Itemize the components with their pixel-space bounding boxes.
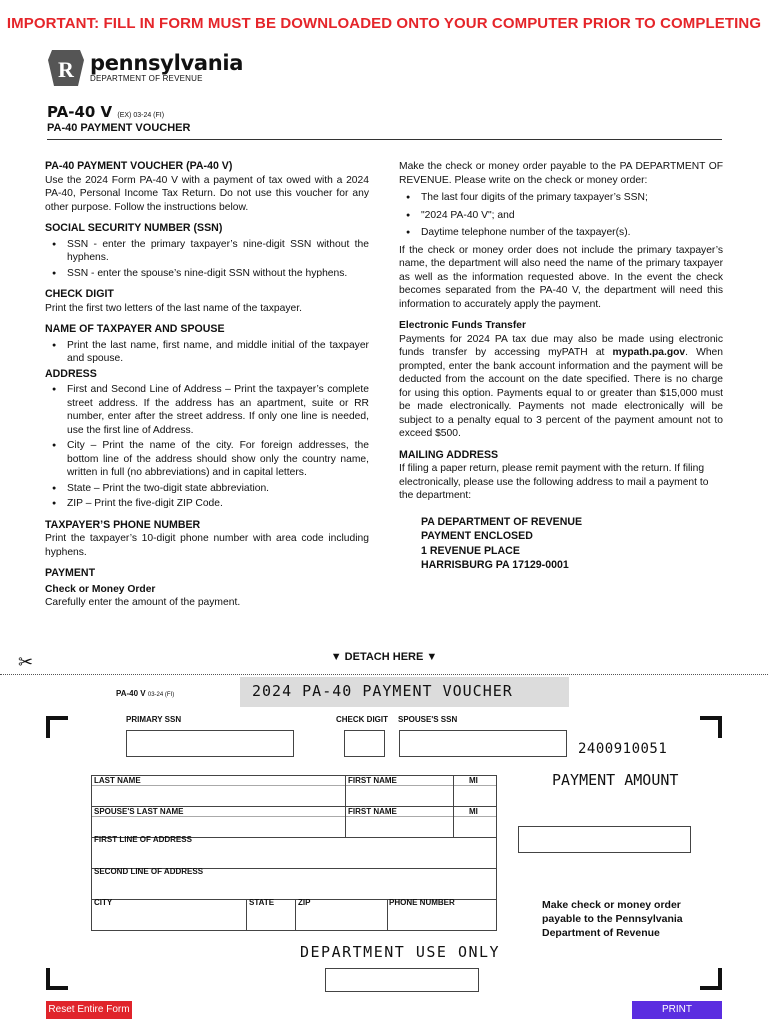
check-digit-heading: CHECK DIGIT [45,288,114,300]
check-digit-text: Print the first two letters of the last name of the taxpayer. [45,302,302,314]
zip-input[interactable] [296,910,387,930]
check-money-heading: Check or Money Order [45,583,156,595]
list-item: ● City – Print the name of the city. For foreign addresses, the bottom line of the address should show only the country name, written in full (no abbreviations) and in capital letters. [45,439,369,480]
instructions-left-column [45,160,369,610]
address-1-input[interactable] [92,847,496,867]
spouse-last-name-label: SPOUSE'S LAST NAME [94,807,184,816]
voucher-heading: PA-40 PAYMENT VOUCHER (PA-40 V) [45,160,233,172]
department-use-box [325,968,479,992]
eft-text: Payments for 2024 PA tax due may also be made using electronic funds transfer by accessing myPATH at mypath.pa.gov. When prompted, enter the bank account information and the payment will be deducted from the account on the date specified. There is no charge for using this option. Payments equal to or greater than $15,000 must be made electronically. Payments not made electronically will be subject to a penalty equal to 3 percent of the payment amount not to exceed $500. [399,333,723,439]
print-button[interactable]: PRINT [632,1001,722,1019]
scan-code: 2400910051 [578,741,668,757]
list-item: ● The last four digits of the primary taxpayer’s SSN; [399,191,723,205]
brand-department: DEPARTMENT OF REVENUE [90,74,203,83]
name-list [45,339,369,366]
last-name-label: LAST NAME [94,776,141,785]
zip-label: ZIP [298,898,311,907]
detach-here: ▼ DETACH HERE ▼ [330,651,438,663]
ssn-heading: SOCIAL SECURITY NUMBER (SSN) [45,222,223,234]
scissors-icon: ✂ [18,652,34,672]
payment-amount-input[interactable] [518,826,691,853]
list-item: ● First and Second Line of Address – Print the taxpayer’s complete street address. If the address has an apartment, suite or RR number, enter after the street address. If only one line is needed, use the first line of Address. [45,383,369,437]
list-item: ● SSN - enter the primary taxpayer’s nine-digit SSN without the hyphens. [45,238,369,265]
payable-note: Make check or money order payable to the Pennsylvania Department of Revenue [542,899,683,939]
department-use-label: DEPARTMENT USE ONLY [300,943,501,961]
spouse-last-name-input[interactable] [92,817,345,837]
address-list [45,383,369,511]
phone-label: PHONE NUMBER [389,898,455,907]
registration-mark-icon [700,716,722,738]
download-warning: IMPORTANT: FILL IN FORM MUST BE DOWNLOADED ONTO YOUR COMPUTER PRIOR TO COMPLETING [6,15,762,32]
mailing-address: PA DEPARTMENT OF REVENUE PAYMENT ENCLOSED 1 REVENUE PLACE HARRISBURG PA 17129-0001 [421,515,583,571]
address-2-label: SECOND LINE OF ADDRESS [94,867,204,876]
list-item: ● State – Print the two-digit state abbreviation. [45,482,369,496]
taxpayer-grid [91,775,497,931]
registration-mark-icon [700,968,722,990]
last-name-input[interactable] [92,786,345,806]
check-money-text: Carefully enter the amount of the payment. [45,597,241,608]
spouse-first-name-label: FIRST NAME [348,807,397,816]
mi-label: MI [469,776,478,785]
list-item: ● "2024 PA-40 V"; and [399,209,723,223]
first-name-input[interactable] [346,786,453,806]
form-title: PA-40 PAYMENT VOUCHER [47,122,191,134]
mailing-heading: MAILING ADDRESS [399,448,499,461]
brand-name: pennsylvania [90,51,244,75]
state-label: STATE [249,898,275,907]
voucher-title: 2024 PA-40 PAYMENT VOUCHER [240,677,569,707]
voucher-form-id: PA-40 V 03-24 (FI) [116,689,175,698]
name-heading: NAME OF TAXPAYER AND SPOUSE [45,323,225,335]
check-digit-input[interactable] [344,730,385,757]
reset-form-button[interactable]: Reset Entire Form [46,1001,132,1019]
list-item: ● ZIP – Print the five-digit ZIP Code. [45,497,369,511]
detach-line [0,674,768,675]
first-name-label: FIRST NAME [348,776,397,785]
svg-text:R: R [58,57,74,82]
spouse-mi-label: MI [469,807,478,816]
registration-mark-icon [46,968,68,990]
check-digit-label: CHECK DIGIT [336,715,388,724]
primary-ssn-label: PRIMARY SSN [126,715,182,724]
state-input[interactable] [247,910,295,930]
city-label: CITY [94,898,113,907]
spouse-ssn-input[interactable] [399,730,567,757]
registration-mark-icon [46,716,68,738]
list-item: ● Print the last name, first name, and middle initial of the taxpayer and spouse. [45,339,369,366]
list-item: ● Daytime telephone number of the taxpayer(s). [399,226,723,240]
spouse-first-name-input[interactable] [346,817,453,837]
header-divider [47,139,722,140]
address-heading: ADDRESS [45,367,97,380]
instructions-right-column [399,160,723,573]
eft-heading: Electronic Funds Transfer [399,320,527,331]
city-input[interactable] [92,910,246,930]
ssn-list [45,238,369,281]
spouse-ssn-label: SPOUSE'S SSN [398,715,458,724]
primary-ssn-input[interactable] [126,730,294,757]
keystone-logo-icon [48,50,84,86]
payable-intro: Make the check or money order payable to the PA DEPARTMENT OF REVENUE. Please write on the check or money order: [399,161,723,186]
payment-amount-label: PAYMENT AMOUNT [552,771,679,789]
list-item: ● SSN - enter the spouse’s nine-digit SSN without the hyphens. [45,267,369,281]
phone-text: Print the taxpayer’s 10-digit phone number with area code including hyphens. [45,533,369,558]
address-2-input[interactable] [92,879,496,899]
spouse-mi-input[interactable] [454,817,496,837]
phone-heading: TAXPAYER’S PHONE NUMBER [45,518,201,531]
mailing-text: If filing a paper return, please remit payment with the return. If filing electronically, please use the following address to mail a payment to the department: [399,463,709,501]
mi-input[interactable] [454,786,496,806]
name-note: If the check or money order does not include the primary taxpayer’s name, the department will also need the name of the primary taxpayer as well as the information requested above. In the event the check becomes separated from the PA-40 V, the department will need this information to accurately apply the payment. [399,244,723,310]
payment-heading: PAYMENT [45,567,96,579]
phone-input[interactable] [388,910,496,930]
voucher-text: Use the 2024 Form PA-40 V with a payment of tax owed with a 2024 PA-40, Personal Income Tax Return. Do not use this voucher for any other purpose. Follow the instructions below. [45,174,369,213]
form-revision: (EX) 03-24 (FI) [117,112,165,119]
form-id: PA-40 V (EX) 03-24 (FI) [47,103,165,121]
check-write-list [399,191,723,240]
mypath-link[interactable]: mypath.pa.gov [612,347,686,358]
address-1-label: FIRST LINE OF ADDRESS [94,835,192,844]
